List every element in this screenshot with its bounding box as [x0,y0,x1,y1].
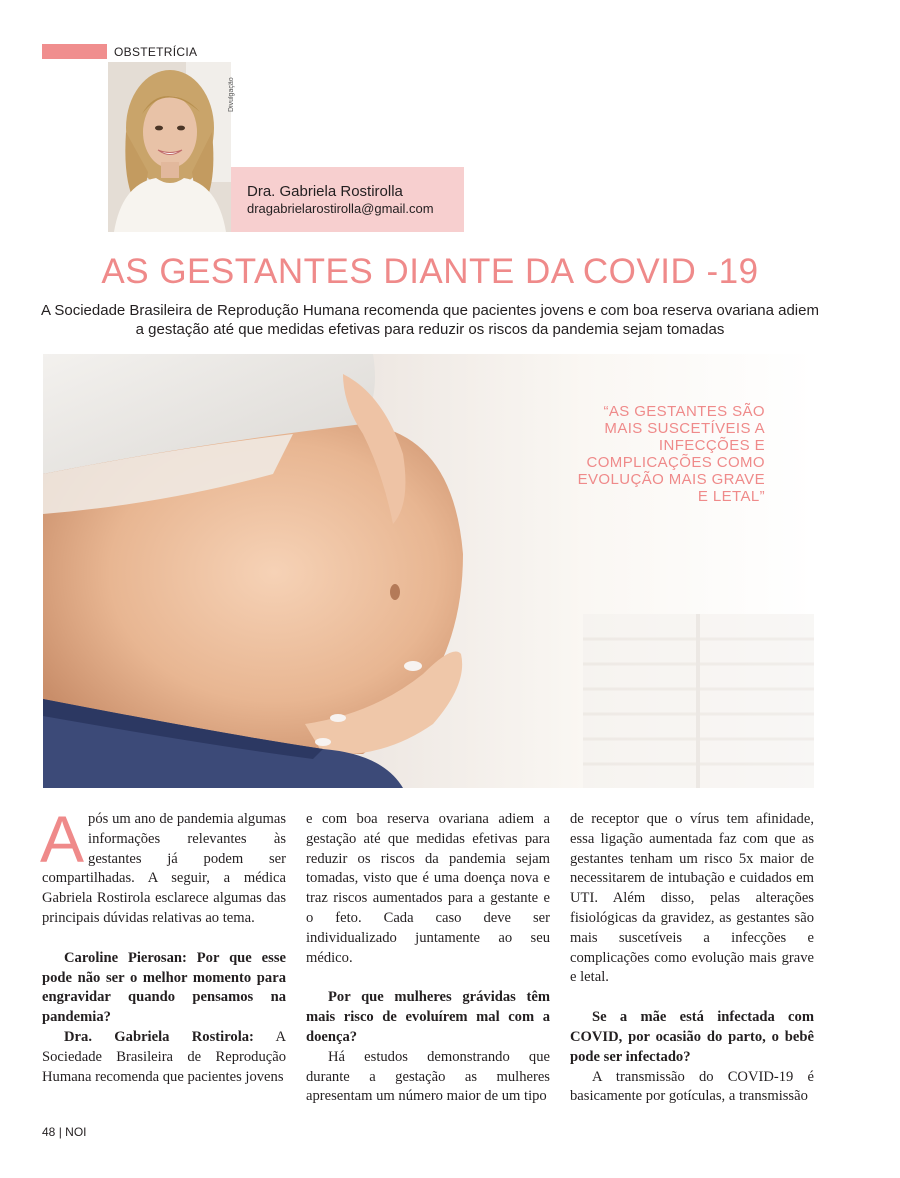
drop-cap: A [40,802,85,876]
answer-2-continued: de receptor que o vírus tem afinidade, essa ligação aumentada faz com que as gestantes tenham um risco 5x maior de necessitarem de intubação e cuidados em UTI. Além disso, pelas alterações fisiológicas da gravidez, as gestantes são mais suscetíveis a infecções e complicações como evolução mais grave e letal. [570,811,814,986]
answer-1: Dra. Gabriela Rostirola: A Sociedade Brasileira de Reprodução Humana recomenda que pacientes jovens [42,1028,286,1085]
answer-3: A transmissão do COVID-19 é basicamente por gotículas, a transmissão [570,1068,814,1105]
author-name: Dra. Gabriela Rostirolla [247,183,403,200]
answer-2: Há estudos demonstrando que durante a gestação as mulheres apresentam um número maior de um tipo [306,1048,550,1105]
magazine-name: NOI [65,1125,87,1139]
author-photo [108,62,231,232]
page-footer [42,1125,87,1139]
photo-credit: Divulgação [228,77,235,112]
question-2: Por que mulheres grávidas têm mais risco de evoluírem mal com a doença? [306,989,550,1045]
section-color-bar [42,44,107,59]
article-column-2 [306,810,550,1107]
question-1: Caroline Pierosan: Por que esse pode não ser o melhor momento para engravidar quando pensamos na pandemia? [42,949,286,1026]
answer-1-continued: e com boa reserva ovariana adiem a gestação até que medidas efetivas para reduzir os riscos da pandemia sejam tomadas, visto que é uma doença nova e traz riscos aumentados para a gestante e o feto. Cada caso deve ser individualizado juntamente ao seu médico. [306,811,550,966]
article-headline: AS GESTANTES DIANTE DA COVID -19 [101,252,759,291]
author-email: dragabrielarostirolla@gmail.com [247,201,434,216]
article-column-3 [570,810,814,1107]
article-subhead: A Sociedade Brasileira de Reprodução Humana recomenda que pacientes jovens e com boa reserva ovariana adiem a gestação até que medidas efetivas para reduzir os riscos da pandemia sejam tomadas [41,302,819,338]
section-label: OBSTETRÍCIA [114,45,198,59]
page-number: 48 [42,1125,56,1139]
intro-paragraph: Após um ano de pandemia algumas informações relevantes às gestantes já podem ser compartilhadas. A seguir, a médica Gabriela Rostirola esclarece algumas das principais dúvidas relativas ao tema. [40,802,286,926]
pull-quote: “AS GESTANTES SÃO MAIS SUSCETÍVEIS A INFECÇÕES E COMPLICAÇÕES COMO EVOLUÇÃO MAIS GRAVE E LETAL” [577,403,765,505]
article-column-1 [40,802,286,1087]
hero-photo [43,354,814,788]
footer-separator: | [58,1125,62,1139]
question-3: Se a mãe está infectada com COVID, por ocasião do parto, o bebê pode ser infectado? [570,1009,814,1065]
